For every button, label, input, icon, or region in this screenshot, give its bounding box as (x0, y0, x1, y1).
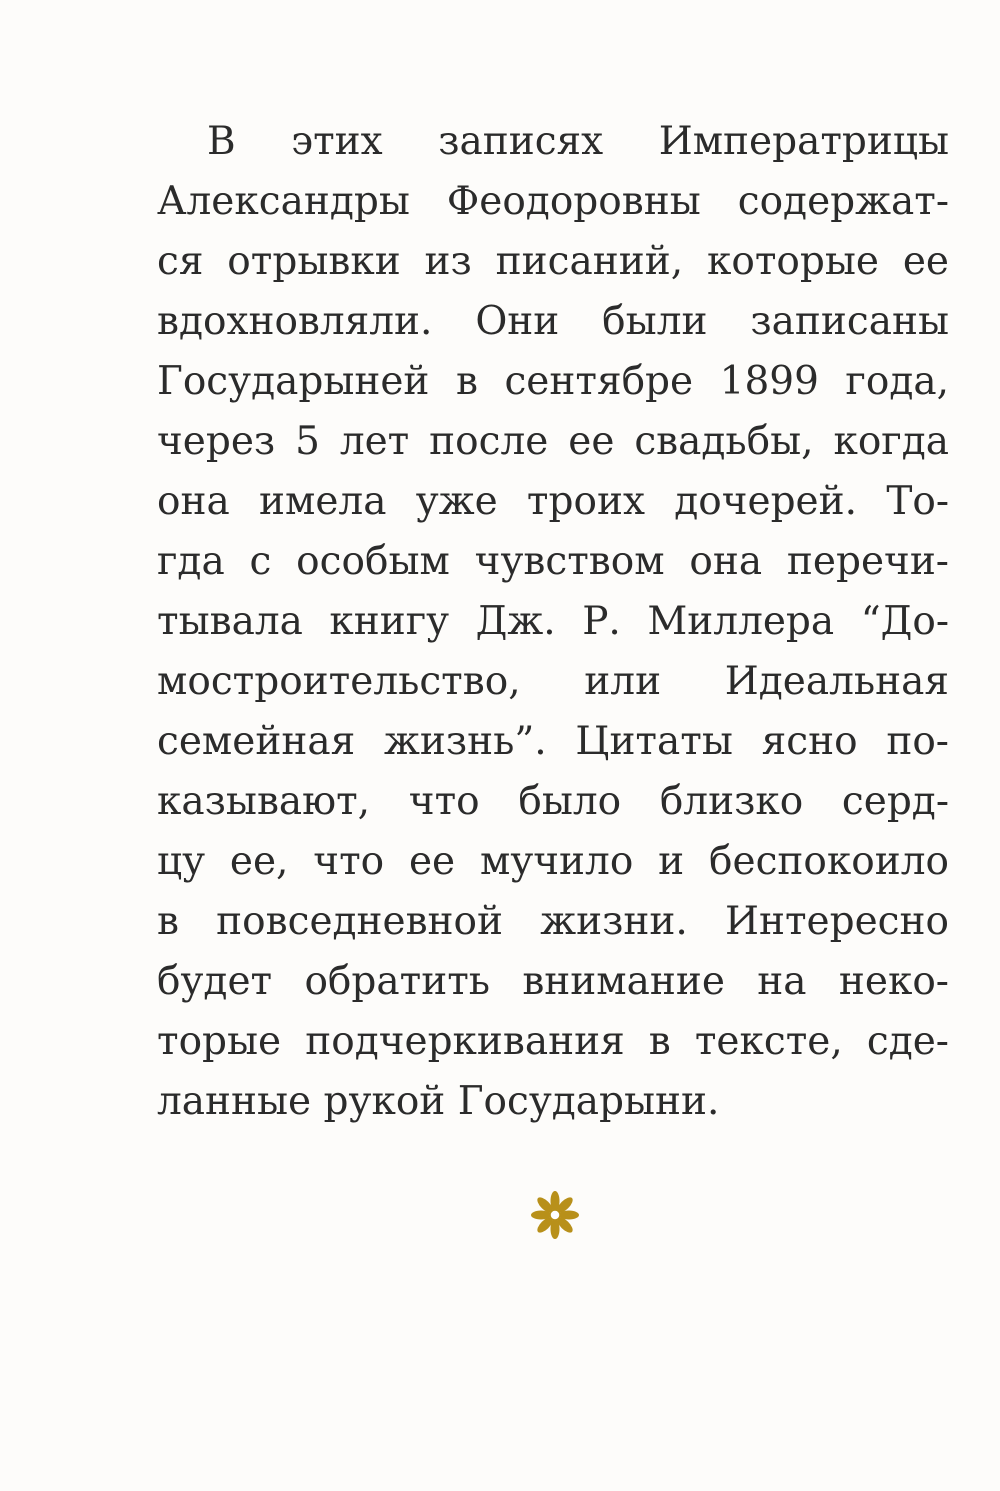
flower-ornament-icon (528, 1188, 582, 1242)
paragraph-line: тывала книгу Дж. Р. Миллера “До- (157, 599, 949, 644)
paragraph-line: ся отрывки из писаний, которые ее (157, 239, 949, 284)
paragraph-line: будет обратить внимание на неко- (157, 959, 949, 1004)
paragraph-line: она имела уже троих дочерей. То- (157, 479, 949, 524)
paragraph-line: торые подчеркивания в тексте, сде- (157, 1019, 949, 1064)
paragraph-line: через 5 лет после ее свадьбы, когда (157, 419, 949, 464)
paragraph-line: мостроительство, или Идеальная (157, 659, 949, 704)
paragraph-line: гда с особым чувством она перечи- (157, 539, 949, 584)
paragraph-line: семейная жизнь”. Цитаты ясно по- (157, 719, 949, 764)
paragraph-line: В этих записях Императрицы (207, 119, 949, 164)
paragraph-line: в повседневной жизни. Интересно (157, 899, 949, 944)
paragraph-line: Государыней в сентябре 1899 года, (157, 359, 949, 404)
paragraph-line: Александры Феодоровны содержат- (157, 179, 949, 224)
body-paragraph (157, 112, 949, 1132)
paragraph-line: казывают, что было близко серд- (157, 779, 949, 824)
paragraph-line: ланные рукой Государыни. (157, 1079, 720, 1124)
paragraph-line: вдохновляли. Они были записаны (157, 299, 949, 344)
paragraph-line: цу ее, что ее мучило и беспокоило (157, 839, 949, 884)
